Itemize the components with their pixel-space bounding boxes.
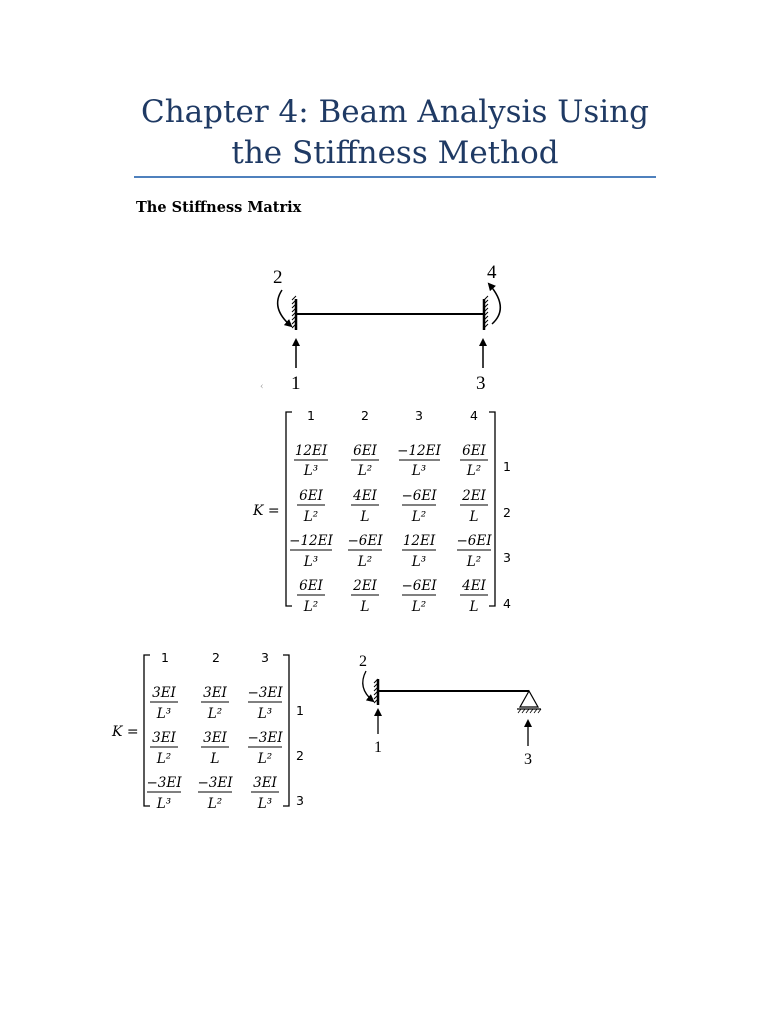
matrix-entry — [351, 488, 379, 525]
svg-text:−6EI: −6EI — [347, 533, 383, 549]
page-title: Chapter 4: Beam Analysis Using the Stiffness Method — [141, 94, 649, 171]
matrix-entry — [294, 443, 328, 479]
moment-arrow-icon — [489, 284, 500, 324]
svg-text:L²: L² — [466, 554, 482, 570]
svg-text:−3EI: −3EI — [247, 730, 283, 746]
svg-text:L²: L² — [303, 599, 319, 615]
svg-text:−12EI: −12EI — [397, 443, 441, 459]
svg-text:6EI: 6EI — [353, 443, 377, 459]
stiffness-matrix-3x3 — [111, 650, 304, 812]
right-bracket — [489, 412, 495, 606]
matrix-entry — [297, 488, 325, 525]
svg-text:4EI: 4EI — [462, 578, 486, 594]
row-label: 3 — [503, 550, 511, 565]
matrix-label: K = — [112, 724, 139, 740]
column-header: 2 — [361, 408, 369, 423]
row-label: 1 — [296, 703, 304, 718]
right-bracket — [283, 655, 289, 806]
matrix-entry — [289, 533, 333, 570]
svg-text:12EI: 12EI — [294, 443, 328, 459]
row-label: 2 — [296, 748, 304, 763]
dof-label-1: 1 — [291, 373, 301, 394]
stray-mark: ‹ — [260, 382, 264, 392]
dof-label-4: 4 — [487, 262, 497, 283]
svg-text:L²: L² — [207, 796, 223, 812]
matrix-entry — [460, 578, 488, 615]
svg-text:6EI: 6EI — [299, 578, 323, 594]
svg-text:12EI: 12EI — [402, 533, 436, 549]
svg-text:L²: L² — [411, 599, 427, 615]
matrix-entry — [402, 533, 436, 570]
matrix-entry — [347, 533, 383, 570]
svg-text:−6EI: −6EI — [456, 533, 492, 549]
svg-text:L: L — [360, 509, 370, 525]
row-label: 1 — [503, 459, 511, 474]
svg-text:L: L — [469, 599, 479, 615]
section-heading: The Stiffness Matrix — [136, 199, 302, 216]
dof-label-2: 2 — [273, 267, 283, 288]
svg-text:L³: L³ — [257, 796, 273, 812]
svg-text:2EI: 2EI — [462, 488, 486, 504]
pin-support-icon — [517, 691, 541, 713]
matrix-entry — [401, 578, 437, 615]
svg-text:L²: L² — [207, 706, 223, 722]
svg-text:L³: L³ — [156, 706, 172, 722]
column-header: 4 — [470, 408, 478, 423]
left-fixed-support — [292, 296, 296, 330]
column-header: 1 — [161, 650, 169, 665]
matrix-entry — [397, 443, 441, 479]
matrix-entry — [201, 685, 229, 722]
svg-text:2EI: 2EI — [353, 578, 377, 594]
svg-text:L²: L² — [357, 554, 373, 570]
svg-text:L³: L³ — [303, 463, 319, 479]
matrix-entry — [401, 488, 437, 525]
left-fixed-support — [374, 679, 378, 705]
moment-arrow-icon — [363, 671, 373, 701]
svg-text:−6EI: −6EI — [401, 578, 437, 594]
svg-text:L²: L² — [303, 509, 319, 525]
svg-text:6EI: 6EI — [299, 488, 323, 504]
svg-text:6EI: 6EI — [462, 443, 486, 459]
column-header: 1 — [307, 408, 315, 423]
dof-label-3: 3 — [476, 373, 486, 394]
matrix-entry — [456, 533, 492, 570]
svg-text:3EI: 3EI — [152, 730, 176, 746]
matrix-entry — [297, 578, 325, 615]
svg-text:L: L — [210, 751, 220, 767]
matrix-entry — [150, 730, 178, 767]
svg-text:−3EI: −3EI — [146, 775, 182, 791]
matrix-entry — [197, 775, 233, 812]
matrix-label: K = — [253, 503, 280, 519]
dof-label-2: 2 — [359, 653, 367, 670]
svg-text:L²: L² — [466, 463, 482, 479]
column-header: 3 — [415, 408, 423, 423]
svg-text:−3EI: −3EI — [247, 685, 283, 701]
row-label: 4 — [503, 596, 511, 611]
svg-text:−12EI: −12EI — [289, 533, 333, 549]
svg-text:L²: L² — [411, 509, 427, 525]
matrix-entry — [247, 685, 283, 722]
svg-text:4EI: 4EI — [353, 488, 377, 504]
row-label: 2 — [503, 505, 511, 520]
matrix-entry — [150, 685, 178, 722]
svg-text:−3EI: −3EI — [197, 775, 233, 791]
matrix-entry — [460, 443, 488, 479]
matrix-entry — [351, 578, 379, 615]
svg-text:3EI: 3EI — [203, 730, 227, 746]
svg-text:3EI: 3EI — [253, 775, 277, 791]
dof-label-1: 1 — [374, 739, 382, 756]
matrix-entry — [201, 730, 229, 767]
svg-text:L³: L³ — [257, 706, 273, 722]
moment-arrow-icon — [278, 290, 291, 326]
svg-text:L²: L² — [156, 751, 172, 767]
svg-text:L²: L² — [257, 751, 273, 767]
svg-text:3EI: 3EI — [152, 685, 176, 701]
column-header: 3 — [261, 650, 269, 665]
matrix-entry — [251, 775, 279, 812]
row-label: 3 — [296, 793, 304, 808]
svg-text:L: L — [360, 599, 370, 615]
svg-text:L³: L³ — [303, 554, 319, 570]
svg-text:L²: L² — [357, 463, 373, 479]
svg-text:L³: L³ — [411, 554, 427, 570]
matrix-entry — [460, 488, 488, 525]
propped-cantilever-diagram — [359, 653, 541, 768]
svg-text:L³: L³ — [411, 463, 427, 479]
svg-text:L: L — [469, 509, 479, 525]
dof-label-3: 3 — [524, 751, 532, 768]
svg-text:3EI: 3EI — [203, 685, 227, 701]
svg-text:L³: L³ — [156, 796, 172, 812]
matrix-entry — [146, 775, 182, 812]
stiffness-matrix-4x4 — [252, 408, 511, 615]
right-fixed-support — [484, 296, 488, 330]
column-header: 2 — [212, 650, 220, 665]
fixed-fixed-beam-diagram — [260, 262, 500, 394]
left-bracket — [286, 412, 292, 606]
matrix-entry — [247, 730, 283, 767]
matrix-entry — [351, 443, 379, 479]
svg-text:−6EI: −6EI — [401, 488, 437, 504]
